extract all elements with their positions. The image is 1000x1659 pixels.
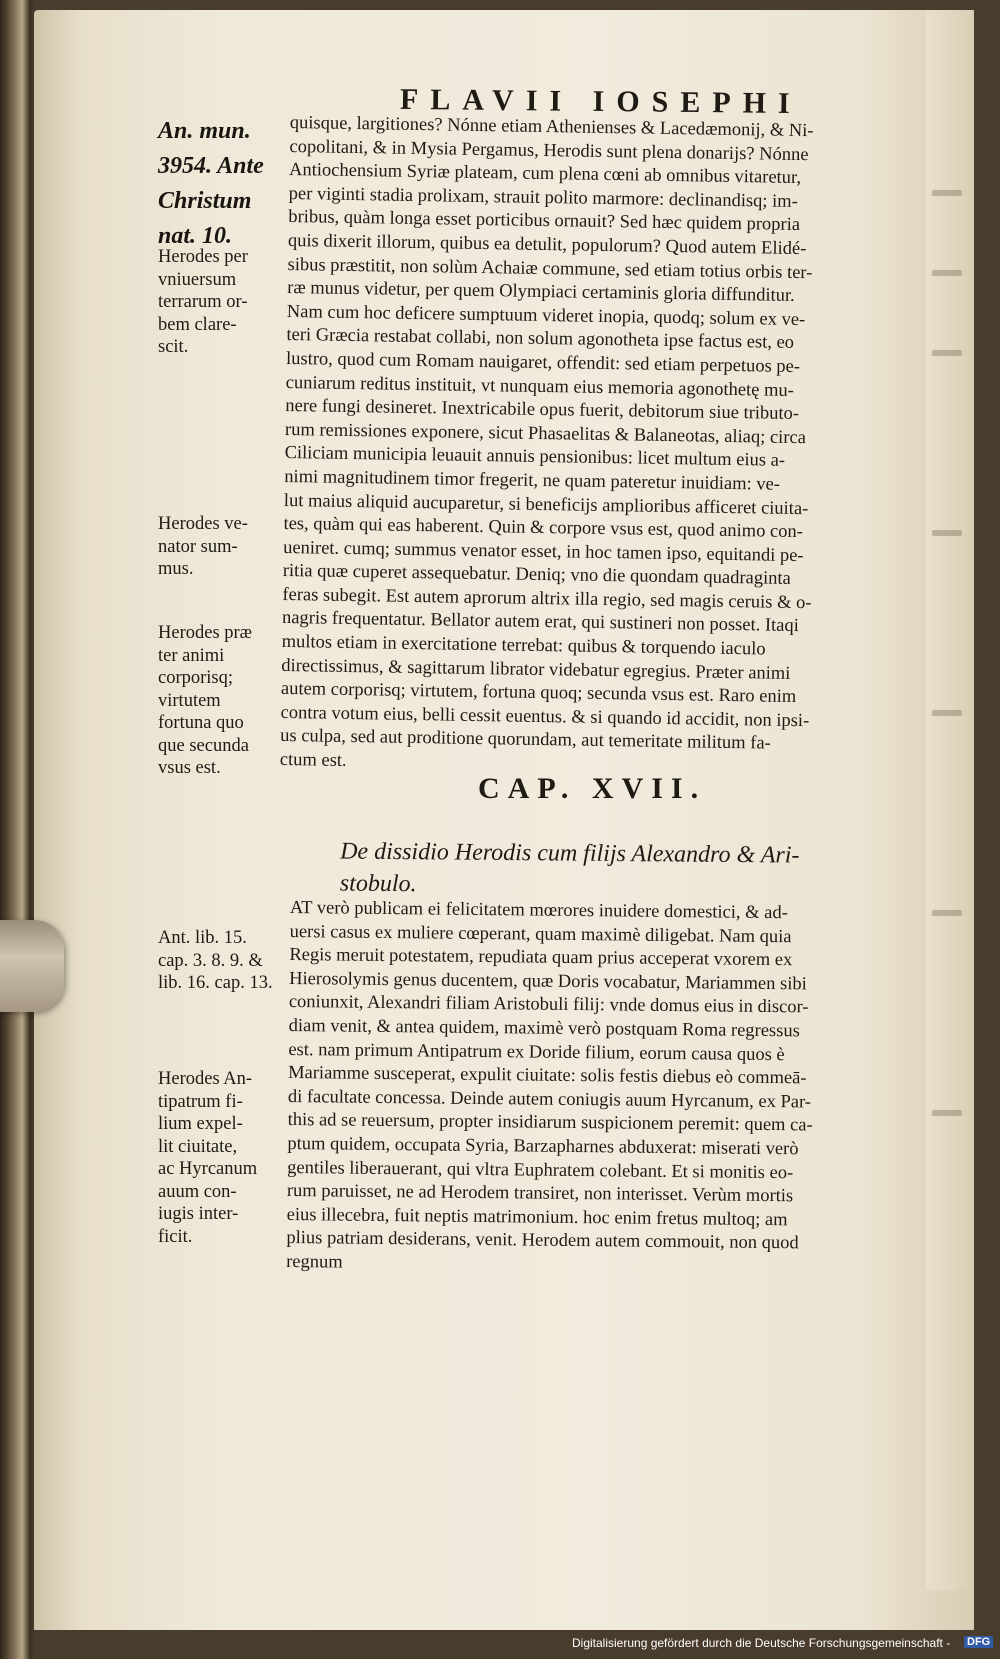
margin-note-fame: Herodes per vniuersum terrarum or- bem clare- scit.: [158, 247, 248, 357]
text-line: this ad se reuersum, propter insidiarum suspicionem peremit: quem ca-: [287, 1110, 813, 1136]
text-line: eius illecebra, fuit neptis matrimonium. hoc enim fretus multoq; am: [286, 1204, 788, 1230]
text-line: per viginti stadia prolixam, strauit polito marmore: declinandisq; im-: [288, 183, 798, 212]
text-line: quisque, largitiones? Nónne etiam Athenienses & Lacedæmonij, & Ni-: [289, 112, 814, 142]
text-line: rum remissiones exponere, sicut Phasaelitas & Balaneotas, aliaq; circa: [284, 419, 807, 448]
text-line: ctum est.: [279, 749, 347, 771]
text-line: feras subegit. Est autem aprorum altrix illa regio, sed magis ceruis & o-: [282, 584, 812, 614]
digitization-credit: Digitalisierung gefördert durch die Deutsche Forschungsgemeinschaft -: [572, 1636, 951, 1650]
text-line: cuniarum reditus instituit, vt nunquam eius memoria agonothetę mu-: [285, 372, 794, 401]
chapter-heading: CAP. XVII.: [478, 772, 707, 805]
text-line: coniunxit, Alexandri filiam Aristobuli filij: vnde domus eius in discor-: [288, 992, 809, 1018]
text-line: ueniret. cumq; summus venator esset, in hoc tamen ipso, equitandi pe-: [282, 537, 804, 566]
text-line: ptum quidem, occupata Syria, Barzapharnes abduxerat: miserati verò: [287, 1133, 799, 1160]
text-line: Hierosolymis genus ducentem, quæ Doris vocabatur, Mariammen sibi: [289, 968, 807, 995]
text-line: quis dixerit illorum, quibus ea detulit, populorum? Quod autem Elidé-: [287, 230, 807, 260]
text-line: est. nam primum Antipatrum ex Doride filium, eorum causa quos è: [288, 1039, 785, 1065]
text-line: multos etiam in exercitatione terrebat: quibus & torquendo iaculo: [281, 631, 766, 660]
text-line: directissimus, & sagittarum librator videbatur egregius. Præter animi: [281, 655, 791, 684]
body-paragraph-2: [286, 897, 902, 1281]
text-line: Ciliciam municipia leuauit annuis pensionibus: licet multum eius a-: [284, 443, 786, 472]
margin-note-hunter: Herodes ve- nator sum- mus.: [158, 514, 248, 579]
margin-note-fortune: Herodes præ ter animi corporisq; virtutem fortuna quo que secunda vsus est.: [158, 623, 253, 778]
text-line: nere fungi desineret. Inextricabile opus fuerit, debitorum siue tributo-: [285, 396, 800, 425]
facing-page-edge: [926, 10, 974, 1590]
text-line: uersi casus ex muliere cœperant, quam maximè diligebat. Nam quia: [289, 921, 792, 947]
text-line: nimi magnitudinem timor fregerit, ne quam pateretur inuidiam: ve-: [284, 466, 781, 495]
margin-year-note: An. mun. 3954. Ante Christum nat. 10.: [158, 118, 264, 249]
text-line: regnum: [286, 1251, 343, 1273]
text-line: contra votum eius, belli cessit euentus. & si quando id accidit, non ipsi-: [280, 702, 810, 732]
text-line: tes, quàm qui eas haberent. Quin & corpore vsus est, quod animo con-: [283, 514, 804, 543]
text-line: diam venit, & antea quidem, maximè verò postquam Roma regressus: [288, 1015, 800, 1042]
running-head: FLAVII IOSEPHI: [399, 82, 802, 121]
book-clamp: [0, 920, 64, 1012]
text-line: ræ munus videtur, per quem Olympiaci certaminis gloria diffunditur.: [287, 278, 795, 307]
text-line: copolitani, & in Mysia Pergamus, Herodis sunt plena donarijs? Nónne: [289, 136, 809, 165]
margin-note-antipater: Herodes An- tipatrum fi- lium expel- lit ciuitate, ac Hyrcanum auum con- iugis inter- ficit.: [158, 1069, 258, 1247]
dfg-logo: DFG: [964, 1636, 993, 1648]
chapter-title: De dissidio Herodis cum filijs Alexandro & Ari- stobulo.: [339, 838, 800, 898]
text-line: ritia quæ cuperet assequebatur. Deniq; vno die quondam quadraginta: [282, 561, 791, 590]
margin-note-reference: Ant. lib. 15. cap. 3. 8. 9. & lib. 16. cap. 13.: [158, 928, 273, 993]
text-line: autem corporisq; virtutem, fortuna quoq; secunda vsus est. Raro enim: [280, 679, 797, 708]
text-line: teri Græcia restabat collabi, non solum agonotheta ipse factus est, eo: [286, 325, 795, 354]
text-line: plius patriam desiderans, venit. Herodem autem commouit, non quod: [286, 1228, 799, 1254]
text-line: lustro, quod cum Romam nauigaret, offendit: sed etiam perpetuos pe-: [285, 348, 801, 377]
text-line: Antiochensium Syriæ plateam, cum plena cœni ab omnibus vitaretur,: [288, 160, 802, 189]
body-paragraph-1: [280, 112, 902, 782]
text-line: nagris frequentatur. Bellator autem erat, qui sustineri non posset. Itaqi: [281, 608, 799, 637]
text-line: AT verò publicam ei felicitatem mœrores inuidere domestici, & ad-: [289, 897, 788, 924]
text-line: gentiles liberauerant, qui vltra Euphratem colebant. Et si monitis eo-: [287, 1157, 794, 1183]
text-line: Nam cum hoc deficere sumptuum videret inopia, quodq; solum ex ve-: [286, 301, 806, 330]
text-line: bribus, quàm longa esset porticibus ornauit? Sed hæc quidem propria: [288, 207, 801, 236]
text-line: rum paruisset, ne ad Herodem transiret, non interisset. Verùm mortis: [286, 1181, 794, 1207]
text-line: lut maius aliquid aucuparetur, si beneficijs amplioribus afficeret ciuita-: [283, 490, 809, 519]
text-line: Mariamme susceperat, expulit ciuitate: solis festis diebus eò commeā-: [288, 1063, 807, 1089]
text-line: us culpa, sed aut proditione quorundam, aut temeritate militum fa-: [280, 726, 771, 755]
text-line: Regis meruit potestatem, repudiata quam prius acceperat vxorem ex: [289, 945, 793, 971]
text-line: di facultate concessa. Deinde autem coniugis auum Hyrcanum, ex Par-: [287, 1086, 812, 1113]
text-line: sibus præstitit, non solùm Achaiæ commune, sed etiam totius orbis ter-: [287, 254, 813, 283]
